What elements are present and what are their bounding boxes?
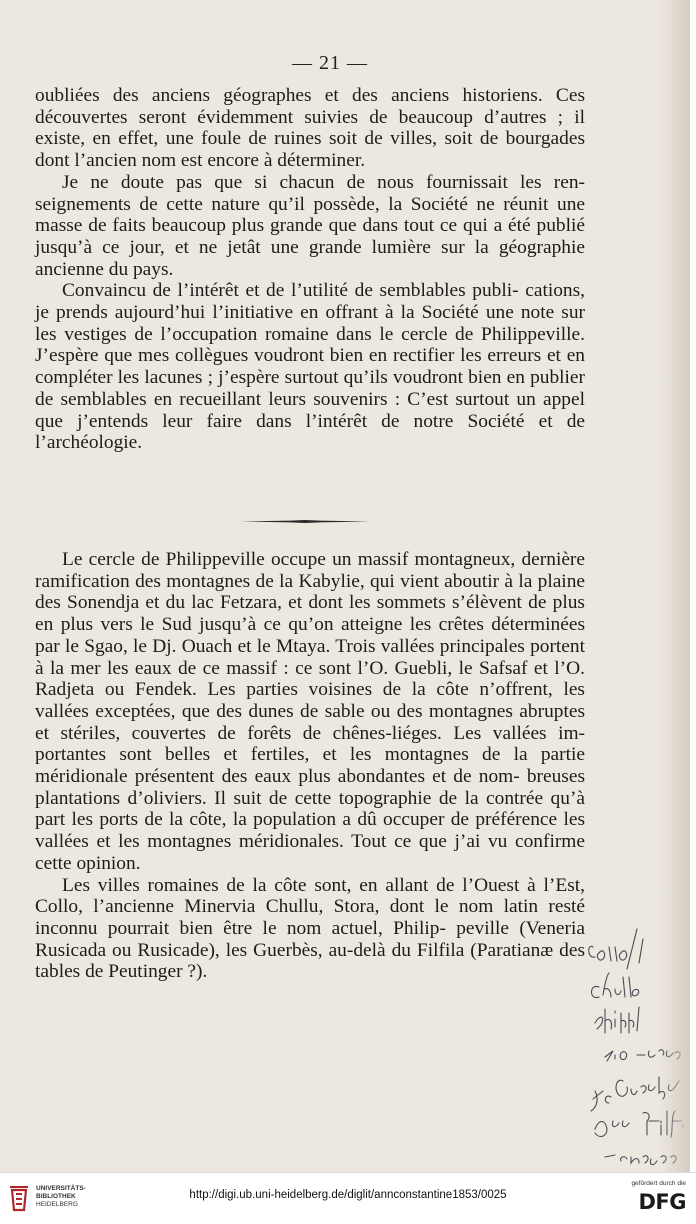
text-line: découvertes seront évidemment suivies de beaucoup d’autres ;	[35, 106, 564, 128]
funder-caption: gefördert durch die	[631, 1180, 686, 1187]
text-block-intro	[35, 85, 585, 454]
library-line: BIBLIOTHEK	[36, 1193, 76, 1200]
source-url-link[interactable]: http://digi.ub.uni-heidelberg.de/diglit/annconstantine1853/0025	[189, 1189, 507, 1201]
text-line: exceptées, que des dunes de sable ou des montagnes abruptes	[95, 700, 585, 722]
library-line: UNIVERSITÄTS-	[36, 1185, 86, 1192]
text-line: Convaincu de l’intérêt et de l’utilité de semblables publi-	[62, 280, 519, 302]
text-line: Je ne doute pas que si chacun de nous fournissait les ren-	[62, 171, 585, 193]
text-line: dernière ramification des montagnes de la Kabylie, qui vient	[35, 549, 585, 592]
text-line: qu’ils voudront bien en publier de semblables en recueillant	[35, 367, 585, 410]
text-line: leurs souvenirs : C’est surtout un appel que j’entends leur	[35, 388, 585, 432]
text-line: et le Mtaya. Trois vallées principales portent à la mer les eaux	[35, 635, 585, 679]
text-line: rectifier les erreurs et en compléter les lacunes ; j’espère surtout	[35, 345, 585, 389]
text-block-topography	[35, 549, 585, 983]
handwritten-margin-notes	[585, 925, 690, 1170]
library-line: HEIDELBERG	[36, 1201, 78, 1208]
text-line: a été publié jusqu’à ce jour, et ne jetât une grande lumière	[35, 215, 585, 258]
text-line: une masse de faits beaucoup plus grande que dans tout ce qui	[35, 193, 585, 237]
text-line: Fendek. Les parties voisines de la côte n’offrent, les vallées	[35, 679, 585, 722]
text-line: une note sur les vestiges de l’occupation romaine dans le cercle	[35, 302, 585, 345]
text-line: faire dans l’intérêt de notre Société et de l’archéologie.	[35, 410, 585, 454]
text-line: cations, je prends aujourd’hui l’initiative en offrant à la Société	[35, 280, 586, 324]
text-line: il existe, en effet, une foule de ruines soit de villes, soit	[35, 106, 585, 150]
text-line: de bourgades dont l’ancien nom est encore à déterminer.	[35, 128, 585, 172]
text-line: oubliées des anciens géographes et des anciens historiens. Ces	[35, 85, 585, 106]
text-line: breuses plantations d’oliviers. Il suit de cette topographie de la	[35, 766, 585, 809]
text-line: contrée qu’à part les ports de la côte, la population a dû	[35, 787, 586, 831]
text-line: et stériles, couvertes de forêts de chênes-liéges. Les vallées im-	[35, 722, 585, 744]
text-line: portantes sont belles et fertiles, et les montagnes de la partie	[35, 744, 585, 766]
text-line: méridionale présentent des eaux plus abondantes et de nom-	[35, 766, 520, 788]
paragraph	[35, 280, 585, 454]
text-line: sur la géographie ancienne du pays.	[35, 236, 585, 280]
text-line: seignements de cette nature qu’il possède, la Société ne réunit	[35, 193, 549, 215]
text-line: de ce massif : ce sont l’O. Guebli, le Safsaf et l’O. Radjeta ou	[35, 657, 585, 701]
text-line: Tout ce que j’ai vu confirme cette opinion.	[35, 831, 585, 874]
text-line: peville (Veneria Rusicada ou Rusicade), les Guerbès, au-delà	[35, 917, 585, 961]
paragraph	[35, 172, 585, 281]
text-line: de Philippeville. J’espère que mes collègues voudront bien en	[35, 323, 585, 367]
text-line: aboutir à la plaine des Sonendja et du lac Fetzara, et dont les	[35, 570, 585, 614]
paragraph	[35, 549, 585, 875]
text-line: occuper de préférence les vallées et les montagnes méridionales.	[35, 809, 586, 853]
text-line: latin resté inconnu pourrait bien être le nom actuel, Philip-	[35, 896, 585, 939]
text-line: l’Est, Collo, l’ancienne Minervia Chullu, Stora, dont le nom	[35, 874, 585, 918]
footer-bar	[0, 1172, 696, 1224]
text-line: Les villes romaines de la côte sont, en allant de l’Ouest à	[62, 874, 536, 896]
paragraph	[35, 85, 585, 172]
dfg-logo-icon[interactable]: DFG	[638, 1190, 686, 1214]
text-line: du Filfila (Paratianæ des tables de Peutinger ?).	[35, 939, 585, 983]
section-divider	[240, 520, 370, 523]
paragraph	[35, 875, 585, 984]
text-line: Le cercle de Philippeville occupe un massif montagneux,	[62, 549, 516, 570]
text-line: qu’on atteigne les crêtes déterminées par le Sgao, le Dj. Ouach	[35, 614, 585, 657]
page-number: — 21 —	[292, 52, 368, 74]
text-line: sommets s’élèvent de plus en plus vers le Sud jusqu’à ce	[35, 592, 585, 636]
